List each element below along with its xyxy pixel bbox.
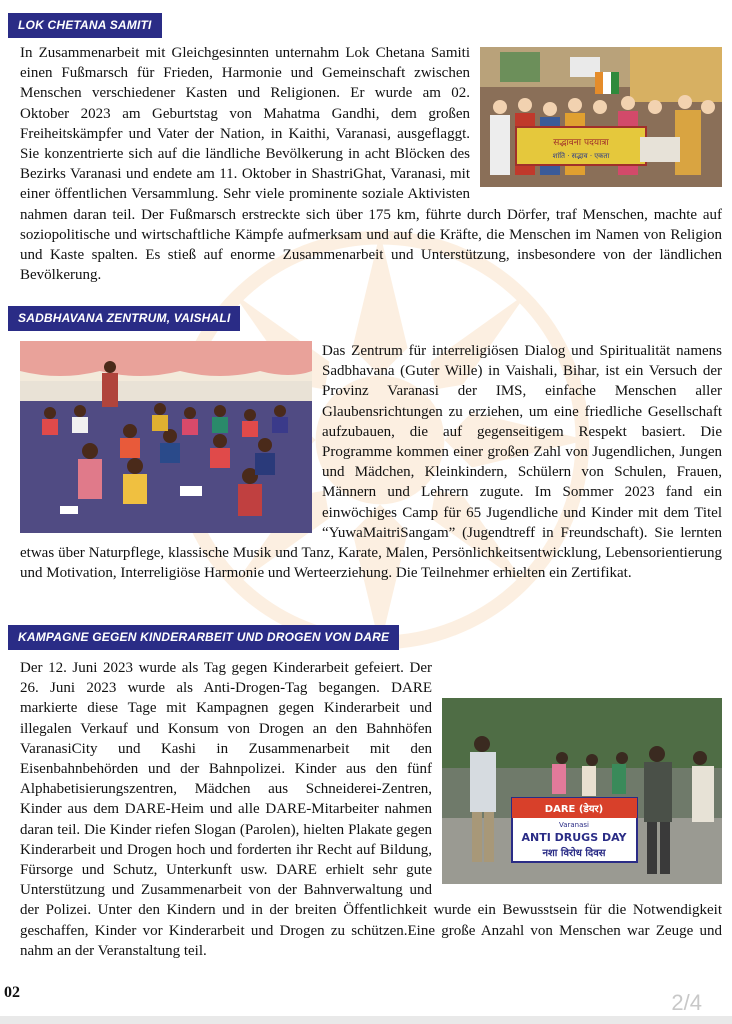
section-body-sadbhavana: Das Zentrum für interreligiösen Dialog und Spiritualität namens Sadbhavana (Guter Wille) in Vaishali, Bihar, ist ein Versuch der Provinz Varanasi der IMS, einfache Menschen aller Glaubensrichtungen zu erziehen, um eine friedliche Gesellschaft aufzubauen, die auf gegenseitigem Respekt basiert. Die Programme kommen einer großen Zahl von Jugendlichen, Jungen und Mädchen, Kleinkindern, Schülern von Schulen, Frauen, Männern und Lehrern zugute. Im Sommer 2023 fand ein einwöchiges Camp für 65 Jugendliche und Kinder mit dem Titel “YuwaMaitriSangam” (Jugendtreff in Freundschaft). Sie lernten etwas über Naturpflege, klassische Musik und Tanz, Karate, Malen, Persönlichkeitsentwicklung, Lebensorientierung und Motivation, Interreligiöse Harmonie und Werteerziehung. Die Teilnehmer erhielten ein Zertifikat. <box>20 343 722 582</box>
anti-drugs-photo <box>442 698 722 884</box>
section-body-dare: DARE (डेयर) Varanasi ANTI DRUGS DAY नशा विरोध दिवस Der 12. Juni 2023 wurde als Tag gegen Kinderarbeit gefeiert. Der 26. Juni 2023 wurde als Anti-Drogen-Tag begangen. DARE markierte diese Tage mit Kampagnen gegen Kinderarbeit und illegalen Verkauf und Konsum von Drogen an den Bahnhöfen VaranasiCity und Kashi in Zusammenarbeit mit den Eisenbahnbehörden und der Bahnpolizei. Kinder aus den fünf Alphabetisierungszentren, Mädchen aus Schneiderei-Zentren, Kinder aus dem DARE-Heim und alle DARE-Mitarbeiter nahmen daran teil. Die Kinder riefen Slogan (Parolen), hielten Plakate gegen Kinderarbeit und Drogen hoch und forderten ihr Recht auf Bildung, Fürsorge und Schutz, Unterkunft usw. DARE erhielt sehr gute Unterstützung und Zusammenarbeit von der Bahnverwaltung und der Polizei. Unter den Kindern und in der breiten Öffentlichkeit wurde ein Bewusstsein für die Notwendigkeit geschaffen, Kinder vor Kinderarbeit und Drogen zu schützen.Eine große Anzahl von Menschen war Zeuge und nahm an der Veranstaltung teil. <box>20 660 722 959</box>
camp-photo <box>20 341 312 533</box>
svg-text:सद्भावना पदयात्रा: सद्भावना पदयात्रा <box>553 138 609 148</box>
section-body-lok-chetana: सद्भावना पदयात्रा शांति · सद्भाव · एकता In Zusammenarbeit mit Gleichgesinnten unternahm Lok Chetana Samiti einen Fußmarsch für Frieden, Harmonie und Gemeinschaft zwischen Menschen verschiedener Kasten und Religionen. Er wurde am 02. Oktober 2023 am Geburtstag von Mahatma Gandhi, dem großen Freiheitskämpfer und Vater der Nation, in Kaithi, Varanasi, ausgeflaggt. Sie konzentrierte sich auf die ländliche Bevölkerung in acht Blöcken des Bezirks Varanasi und endete am 11. Oktober in ShastriGhat, Varanasi, mit einer öffentlichen Versammlung. Sehr viele prominente soziale Aktivisten nahmen daran teil. Der Fußmarsch erstreckte sich über 175 km, führte durch Dörfer, traf Menschen, machte auf soziopolitische und wirtschaftliche Kämpfe aufmerksam und auf die Kräfte, die Menschen im Namen von Religion und Kaste spalten. Es stieß auf enorme Zusammenarbeit und Unterstützung, insbesondere von der ländlichen Bevölkerung. <box>20 45 722 284</box>
banner-anti-drugs-text: ANTI DRUGS DAY <box>521 831 627 844</box>
banner-hindi-text: नशा विरोध दिवस <box>542 848 606 859</box>
page-number: 02 <box>4 984 20 1001</box>
section-title-lok-chetana: LOK CHETANA SAMITI <box>8 13 162 38</box>
banner-dare-text: DARE (डेयर) <box>544 804 604 815</box>
march-photo <box>480 47 722 187</box>
bottom-strip <box>0 1016 732 1024</box>
banner-city-text: Varanasi <box>558 821 590 829</box>
section-title-sadbhavana: SADBHAVANA ZENTRUM, VAISHALI <box>8 306 240 331</box>
section-title-dare: KAMPAGNE GEGEN KINDERARBEIT UND DROGEN VON DARE <box>8 625 399 650</box>
svg-text:शांति · सद्भाव · एकता: शांति · सद्भाव · एकता <box>552 152 610 160</box>
pager-indicator: 2/4 <box>671 990 702 1015</box>
